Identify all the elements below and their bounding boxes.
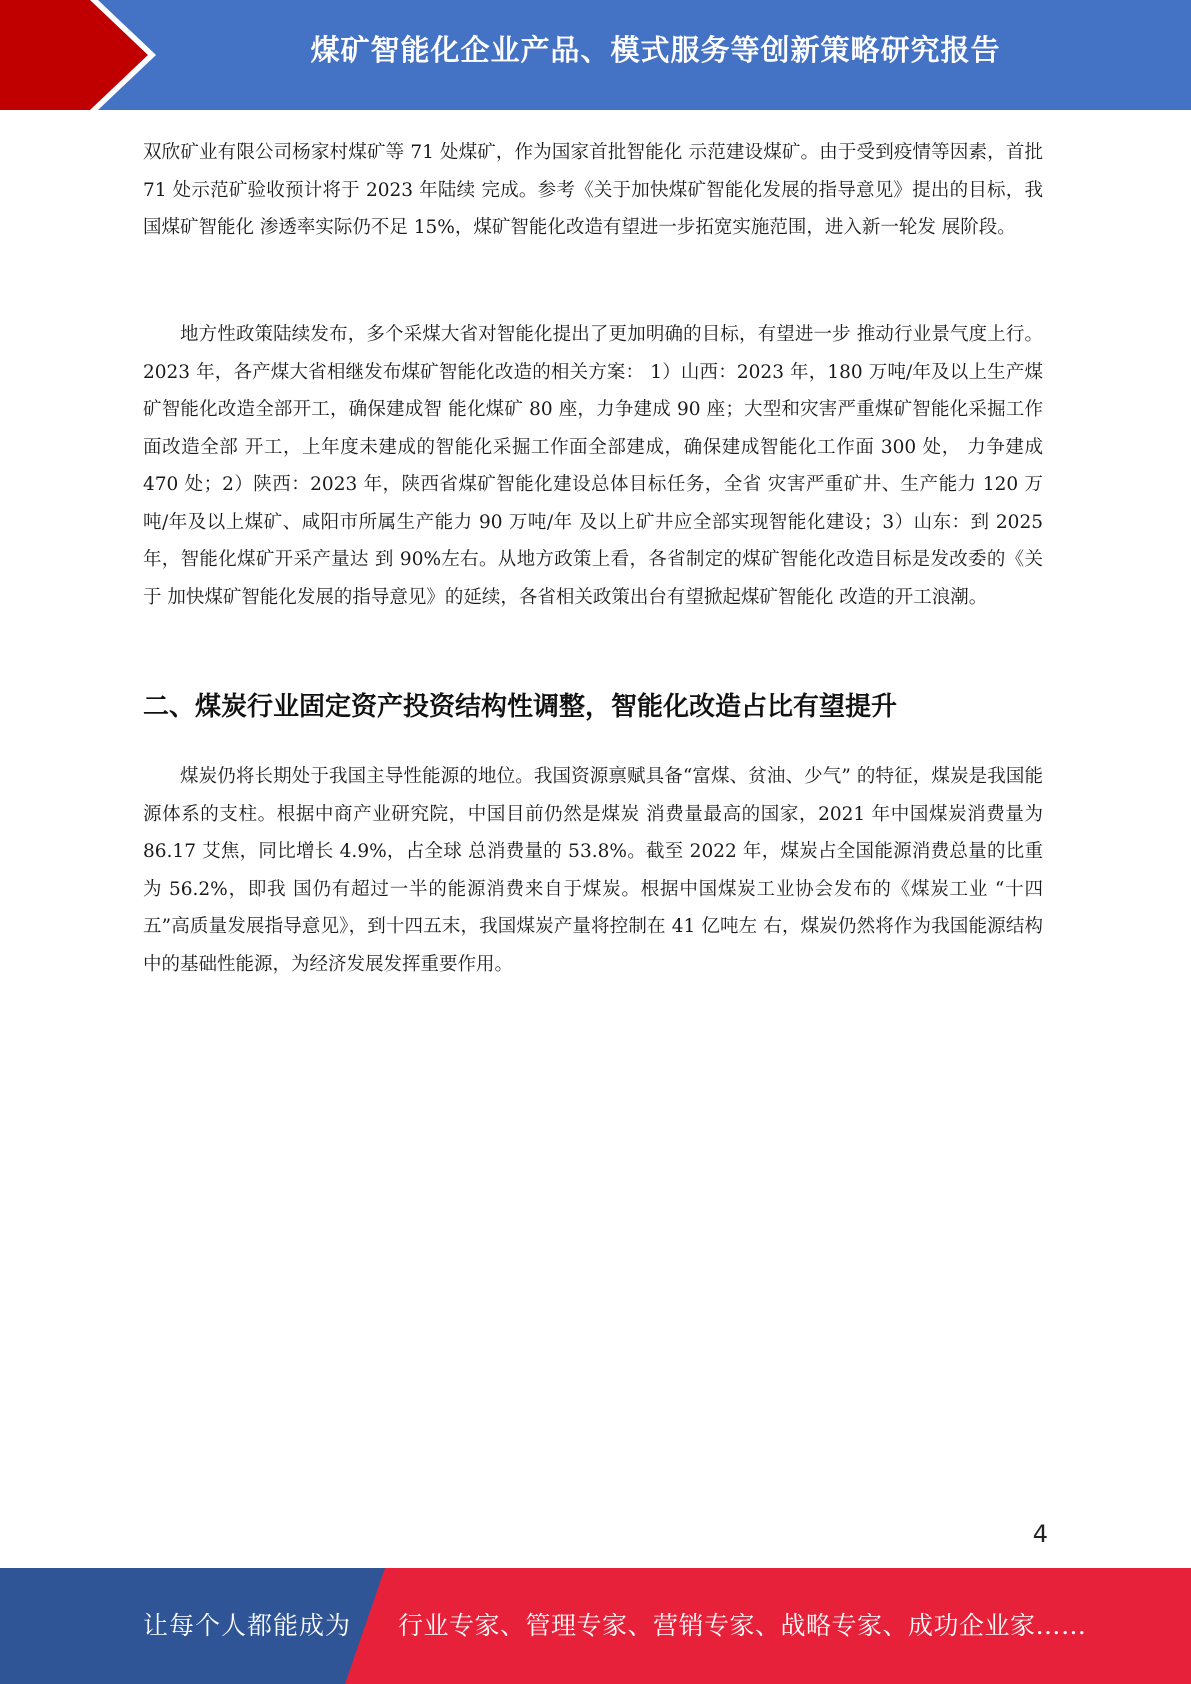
section-heading: 二、煤炭行业固定资产投资结构性调整，智能化改造占比有望提升 [143,692,898,722]
header-banner [0,0,1191,110]
footer-slogan-left: 让每个人都能成为 [143,1611,352,1640]
body-paragraph-2: 地方性政策陆续发布，多个采煤大省对智能化提出了更加明确的目标，有望进一步 推动行业景气度上行。2023 年，各产煤大省相继发布煤矿智能化改造的相关方案： 1）山西：2023 年，180 万吨/年及以上生产煤矿智能化改造全部开工，确保建成智 能化煤矿 80 座，力争建成 90 座；大型和灾害严重煤矿智能化采掘工作面改造全部 开工，上年度未建成的智能化采掘工作面全部建成，确保建成智能化工作面 300 处， 力争建成 470 处；2）陕西：2023 年，陕西省煤矿智能化建设总体目标任务，全省 灾害严重矿井、生产能力 120 万吨/年及以上煤矿、咸阳市所属生产能力 90 万吨/年 及以上矿井应全部实现智能化建设；3）山东：到 2025 年，智能化煤矿开采产量达 到 90%左右。从地方政策上看，各省制定的煤矿智能化改造目标是发改委的《关于 加快煤矿智能化发展的指导意见》的延续，各省相关政策出台有望掀起煤矿智能化 改造的开工浪潮。 [143,324,1043,608]
header-red-arrow [0,0,148,110]
section-paragraph: 煤炭仍将长期处于我国主导性能源的地位。我国资源禀赋具备“富煤、贫油、少气” 的特征，煤炭是我国能源体系的支柱。根据中商产业研究院，中国目前仍然是煤炭 消费量最高的国家，2021 年中国煤炭消费量为 86.17 艾焦，同比增长 4.9%，占全球 总消费量的 53.8%。截至 2022 年，煤炭占全国能源消费总量的比重为 56.2%，即我 国仍有超过一半的能源消费来自于煤炭。根据中国煤炭工业协会发布的《煤炭工业 “十四五”高质量发展指导意见》，到十四五末，我国煤炭产量将控制在 41 亿吨左 右，煤炭仍然将作为我国能源结构中的基础性能源，为经济发展发挥重要作用。 [143,766,1043,975]
footer-slogan-right: 行业专家、管理专家、营销专家、战略专家、成功企业家…… [398,1611,1087,1640]
body-paragraph-1: 双欣矿业有限公司杨家村煤矿等 71 处煤矿，作为国家首批智能化 示范建设煤矿。由于受到疫情等因素，首批 71 处示范矿验收预计将于 2023 年陆续 完成。参考《关于加快煤矿智能化发展的指导意见》提出的目标，我国煤矿智能化 渗透率实际仍不足 15%，煤矿智能化改造有望进一步拓宽实施范围，进入新一轮发 展阶段。 [143,142,1043,238]
page-number: 4 [1032,1520,1048,1548]
footer-banner [0,1568,1191,1684]
report-title: 煤矿智能化企业产品、模式服务等创新策略研究报告 [310,33,1001,67]
